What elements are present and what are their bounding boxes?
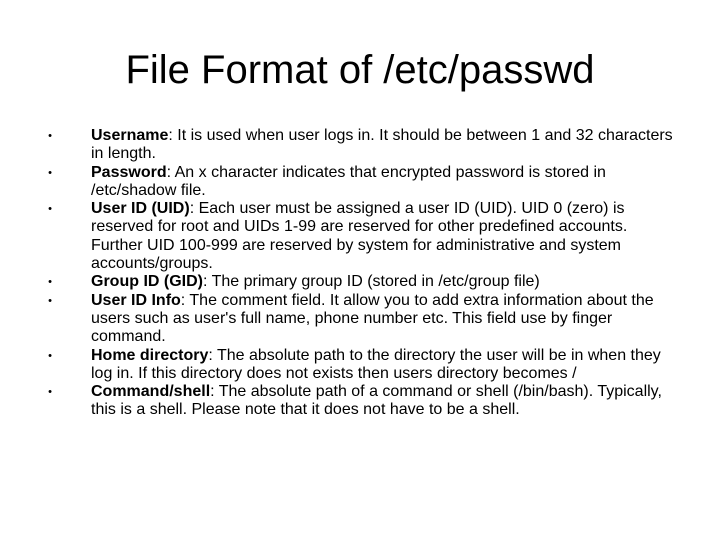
bullet-text: : An x character indicates that encrypted password is stored in /etc/shadow file.: [91, 163, 606, 199]
bullet-term: Group ID (GID): [91, 273, 203, 291]
bullet-dot-icon: •: [48, 294, 52, 307]
bullet-username: [0, 127, 681, 164]
bullet-text: : The primary group ID (stored in /etc/group file): [202, 273, 540, 291]
bullet-term: Username: [91, 127, 169, 144]
bullet-text: : The absolute path to the directory the user will be in when they log in. If this directory does not exists then users directory becomes /: [91, 346, 661, 382]
bullet-term: Password: [91, 163, 167, 181]
bullet-dot-icon: •: [48, 166, 52, 179]
bullet-term: User ID (UID): [91, 200, 190, 218]
bullet-dot-icon: •: [48, 130, 52, 142]
bullet-term: Home directory: [91, 346, 209, 364]
bullet-text: : The comment field. It allow you to add extra information about the users such as user's full name, phone number etc. This field use by finger command.: [91, 291, 654, 346]
bullet-dot-icon: •: [48, 349, 52, 362]
bullet-uid: [0, 200, 681, 273]
bullet-text: : Each user must be assigned a user ID (UID). UID 0 (zero) is reserved for root and UIDs 1-99 are reserved for other predefined accounts. Further UID 100-999 are reserved by system for administrative and system accounts/groups.: [91, 200, 628, 273]
slide-title: File Format of /etc/passwd: [125, 48, 595, 92]
bullet-dot-icon: •: [48, 386, 52, 399]
bullet-home-directory: [0, 347, 681, 384]
bullet-dot-icon: •: [48, 203, 52, 216]
bullet-user-id-info: [0, 292, 681, 347]
bullet-list: [0, 127, 720, 420]
bullet-password: [0, 164, 681, 201]
bullet-command-shell: [0, 383, 681, 420]
bullet-gid: [0, 273, 681, 291]
bullet-term: User ID Info: [91, 291, 181, 309]
bullet-text: : The absolute path of a command or shell (/bin/bash). Typically, this is a shell. Please note that it does not have to be a shell.: [91, 383, 662, 419]
bullet-term: Command/shell: [91, 383, 211, 401]
bullet-dot-icon: •: [48, 276, 52, 289]
bullet-text: : It is used when user logs in. It should be between 1 and 32 characters in length.: [91, 127, 673, 163]
